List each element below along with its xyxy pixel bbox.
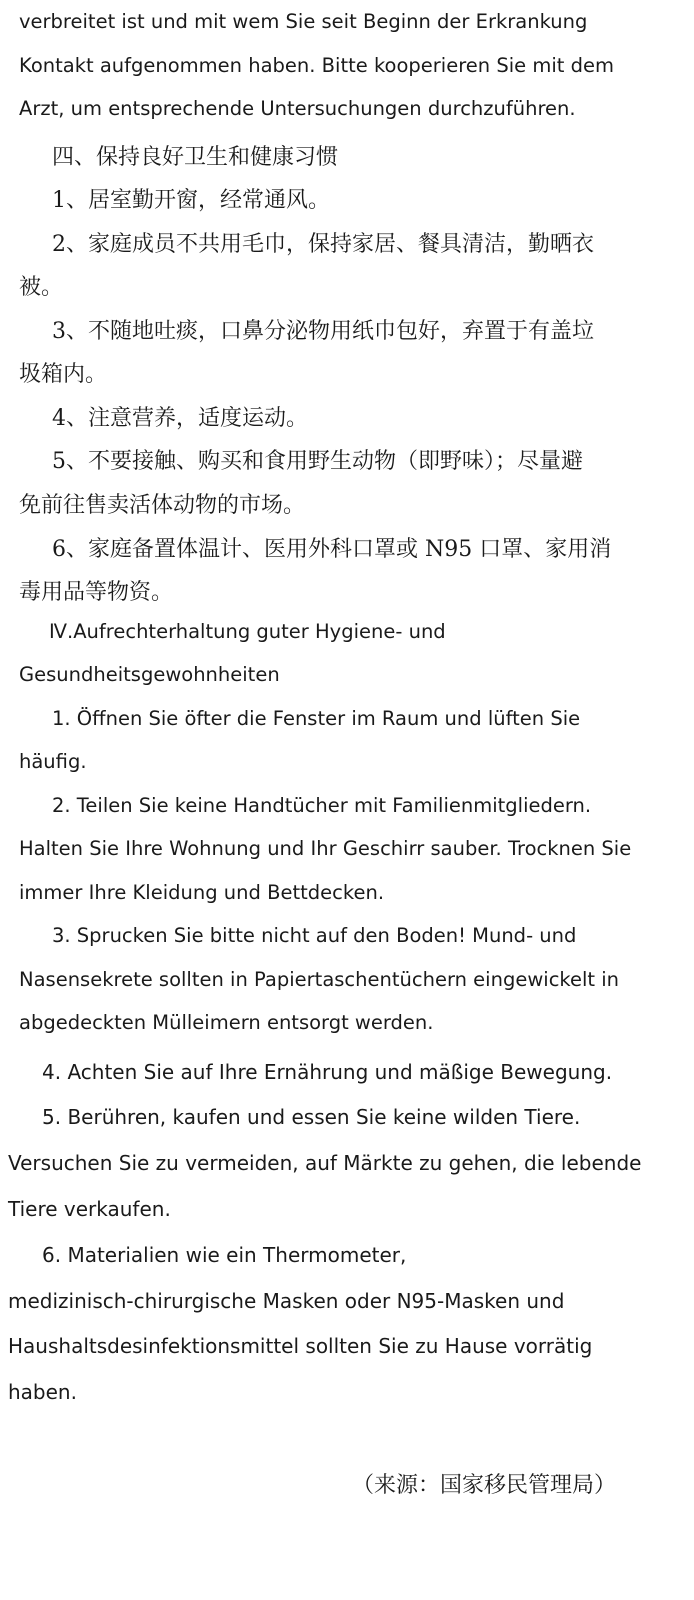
- text-line: 6、家庭备置体温计、医用外科口罩或 N95 口罩、家用消: [52, 537, 612, 562]
- text-line: Gesundheitsgewohnheiten: [19, 663, 280, 686]
- text-line: 1. Öffnen Sie öfter die Fenster im Raum und lüften Sie: [52, 707, 581, 730]
- text-line: Arzt, um entsprechende Untersuchungen durchzuführen.: [19, 97, 576, 120]
- text-line: immer Ihre Kleidung und Bettdecken.: [19, 881, 385, 904]
- text-line: 4. Achten Sie auf Ihre Ernährung und mäßige Bewegung.: [42, 1060, 613, 1084]
- text-line: Kontakt aufgenommen haben. Bitte kooperieren Sie mit dem: [19, 54, 614, 77]
- text-line: Versuchen Sie zu vermeiden, auf Märkte zu gehen, die lebende: [8, 1151, 642, 1175]
- text-line: Haushaltsdesinfektionsmittel sollten Sie zu Hause vorrätig: [8, 1334, 593, 1358]
- section-heading-de: Ⅳ.Aufrechterhaltung guter Hygiene- und: [49, 620, 446, 643]
- text-line: Halten Sie Ihre Wohnung und Ihr Geschirr sauber. Trocknen Sie: [19, 837, 632, 860]
- text-line: 6. Materialien wie ein Thermometer,: [42, 1243, 407, 1267]
- text-line: medizinisch-chirurgische Masken oder N95-Masken und: [8, 1289, 565, 1313]
- text-line: 3. Sprucken Sie bitte nicht auf den Boden! Mund- und: [52, 924, 577, 947]
- text-line: 毒用品等物资。: [19, 580, 174, 605]
- text-line: 4、注意营养，适度运动。: [52, 406, 308, 431]
- text-line: 1、居室勤开窗，经常通风。: [52, 188, 330, 213]
- text-line: 2、家庭成员不共用毛巾，保持家居、餐具清洁，勤晒衣: [52, 232, 594, 257]
- text-line: haben.: [8, 1380, 77, 1404]
- text-line: 2. Teilen Sie keine Handtücher mit Familienmitgliedern.: [52, 794, 592, 817]
- text-line: 被。: [19, 275, 64, 300]
- text-line: häufig.: [19, 750, 87, 773]
- text-line: 免前往售卖活体动物的市场。: [19, 493, 306, 518]
- text-line: 5、不要接触、购买和食用野生动物（即野味）；尽量避: [52, 449, 583, 474]
- text-line: 3、不随地吐痰，口鼻分泌物用纸巾包好，弃置于有盖垃: [52, 319, 594, 344]
- text-line: Tiere verkaufen.: [8, 1197, 171, 1221]
- text-line: 5. Berühren, kaufen und essen Sie keine wilden Tiere.: [42, 1105, 581, 1129]
- source-attribution: （来源：国家移民管理局）: [352, 1473, 617, 1498]
- section-heading-zh: 四、保持良好卫生和健康习惯: [52, 145, 339, 170]
- text-line: verbreitet ist und mit wem Sie seit Beginn der Erkrankung: [19, 10, 588, 33]
- text-line: 圾箱内。: [19, 362, 108, 387]
- text-line: abgedeckten Mülleimern entsorgt werden.: [19, 1011, 434, 1034]
- text-line: Nasensekrete sollten in Papiertaschentüchern eingewickelt in: [19, 968, 620, 991]
